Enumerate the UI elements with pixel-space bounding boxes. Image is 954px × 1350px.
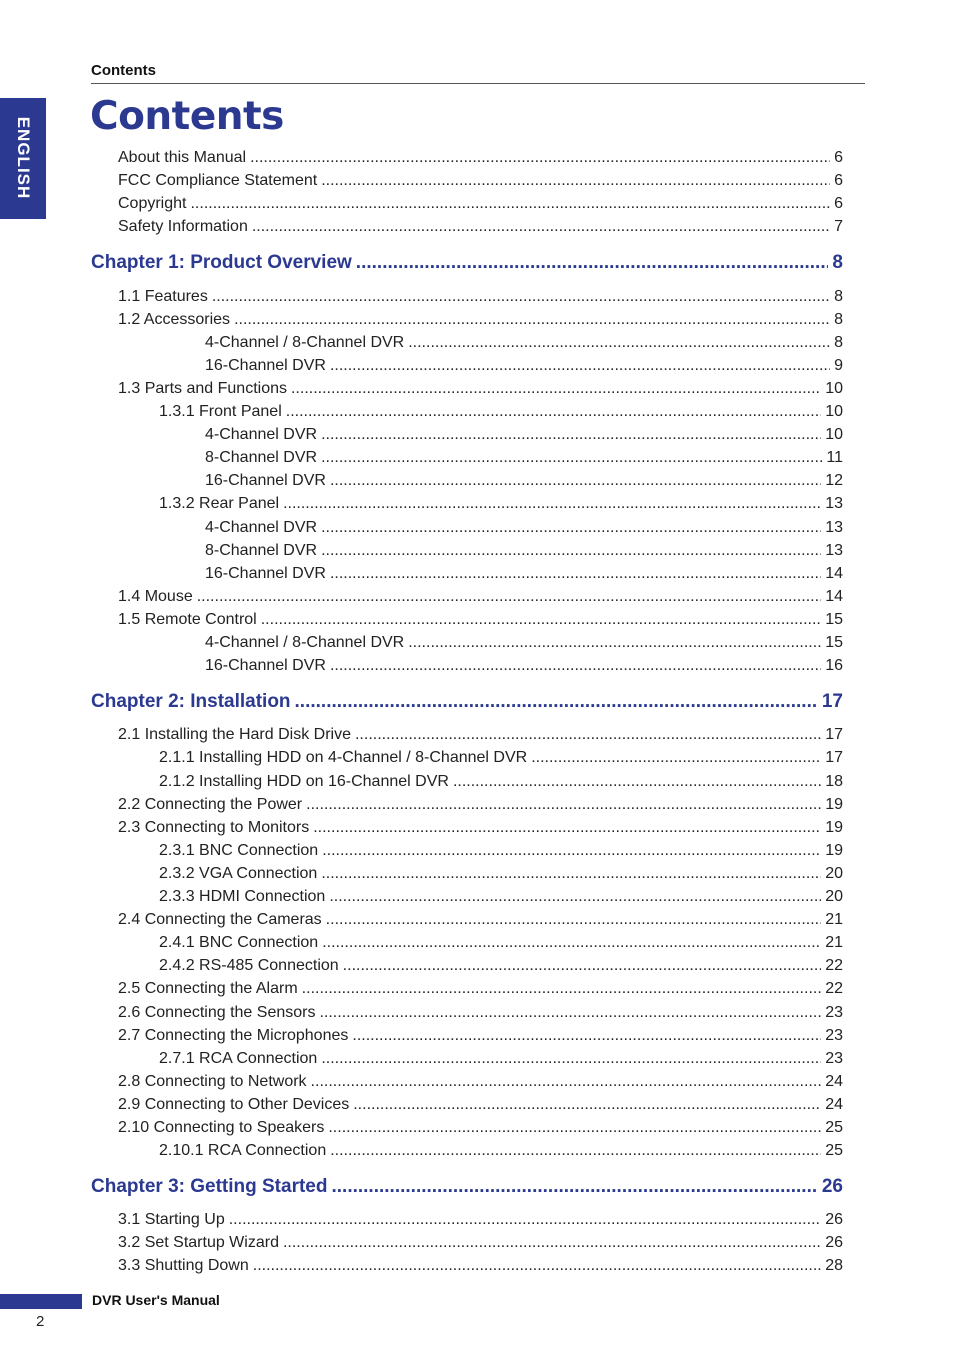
toc-dot-leader [352, 1025, 821, 1047]
toc-dot-leader [322, 932, 821, 954]
toc-dot-leader [322, 840, 821, 862]
toc-entry-label: 2.8 Connecting to Network [118, 1073, 307, 1090]
toc-entry[interactable] [118, 1002, 843, 1024]
toc-entry-page: 26 [825, 1234, 843, 1251]
toc-entry-page: 24 [825, 1073, 843, 1090]
toc-entry-page: 19 [825, 842, 843, 859]
footer-accent-bar [0, 1294, 82, 1309]
toc-entry-page: 10 [825, 403, 843, 420]
toc-entry-label: 2.10.1 RCA Connection [159, 1142, 327, 1159]
toc-entry[interactable] [159, 955, 843, 977]
toc-entry-page: 20 [825, 888, 843, 905]
running-header: Contents [91, 62, 156, 79]
toc-dot-leader [343, 955, 822, 977]
toc-entry-label: 2.10 Connecting to Speakers [118, 1119, 325, 1136]
toc-entry-page: 26 [825, 1211, 843, 1228]
toc-dot-leader [229, 1209, 821, 1231]
toc-entry[interactable] [159, 1140, 843, 1162]
toc-entry-page: 7 [834, 218, 843, 235]
toc-entry[interactable] [205, 517, 843, 539]
toc-entry-label: 2.9 Connecting to Other Devices [118, 1096, 350, 1113]
toc-entry-label: 2.1.1 Installing HDD on 4-Channel / 8-Channel DVR [159, 749, 528, 766]
toc-dot-leader [321, 447, 822, 469]
toc-entry-label: FCC Compliance Statement [118, 172, 318, 189]
toc-dot-leader [212, 286, 830, 308]
toc-entry-page: 24 [825, 1096, 843, 1113]
toc-entry-page: 8 [834, 311, 843, 328]
toc-entry[interactable] [159, 747, 843, 769]
toc-entry[interactable] [159, 1048, 843, 1070]
toc-entry[interactable] [205, 540, 843, 562]
toc-dot-leader [250, 147, 830, 169]
footer-manual-title: DVR User's Manual [92, 1292, 220, 1308]
toc-entry-label: 2.1.2 Installing HDD on 16-Channel DVR [159, 773, 449, 790]
toc-dot-leader [353, 1094, 821, 1116]
toc-dot-leader [319, 1002, 821, 1024]
toc-entry-label: 4-Channel DVR [205, 426, 318, 443]
toc-entry[interactable] [118, 216, 843, 238]
toc-entry-page: 13 [825, 495, 843, 512]
toc-entry-label: 2.4.1 BNC Connection [159, 934, 319, 951]
toc-entry[interactable] [205, 632, 843, 654]
toc-entry[interactable] [118, 193, 843, 215]
toc-entry-page: 25 [825, 1142, 843, 1159]
toc-entry[interactable] [159, 493, 843, 515]
page-title: Contents [90, 94, 284, 139]
toc-dot-leader [356, 251, 829, 275]
toc-chapter-entry[interactable] [91, 251, 843, 275]
toc-dot-leader [283, 1232, 821, 1254]
toc-entry-label: Chapter 3: Getting Started [91, 1176, 328, 1197]
toc-entry[interactable] [205, 424, 843, 446]
toc-entry-page: 19 [825, 819, 843, 836]
toc-entry-label: 2.6 Connecting the Sensors [118, 1004, 316, 1021]
toc-entry-page: 12 [825, 472, 843, 489]
toc-dot-leader [283, 493, 821, 515]
toc-dot-leader [531, 747, 821, 769]
toc-dot-leader [408, 632, 821, 654]
toc-entry-label: 1.3.1 Front Panel [159, 403, 282, 420]
toc-entry-page: 17 [821, 691, 843, 712]
toc-entry[interactable] [205, 470, 843, 492]
toc-dot-leader [331, 1175, 817, 1199]
toc-entry-page: 22 [825, 957, 843, 974]
toc-entry[interactable] [118, 609, 843, 631]
toc-entry[interactable] [118, 1025, 843, 1047]
toc-entry-page: 20 [825, 865, 843, 882]
toc-dot-leader [313, 817, 821, 839]
toc-entry[interactable] [159, 401, 843, 423]
toc-entry-label: 3.1 Starting Up [118, 1211, 225, 1228]
toc-dot-leader [234, 309, 830, 331]
toc-dot-leader [326, 909, 822, 931]
toc-entry-page: 8 [834, 288, 843, 305]
toc-entry-page: 25 [825, 1119, 843, 1136]
toc-entry[interactable] [159, 863, 843, 885]
toc-dot-leader [321, 863, 821, 885]
toc-dot-leader [291, 378, 821, 400]
toc-entry-label: 1.2 Accessories [118, 311, 231, 328]
toc-entry[interactable] [118, 1071, 843, 1093]
toc-entry-page: 15 [825, 611, 843, 628]
toc-entry-label: 16-Channel DVR [205, 472, 326, 489]
toc-entry-page: 6 [834, 149, 843, 166]
toc-entry-label: 1.3.2 Rear Panel [159, 495, 280, 512]
toc-dot-leader [328, 1117, 821, 1139]
page-number: 2 [36, 1313, 45, 1330]
toc-dot-leader [408, 332, 830, 354]
toc-dot-leader [330, 355, 830, 377]
toc-entry-label: About this Manual [118, 149, 247, 166]
toc-dot-leader [330, 1140, 821, 1162]
toc-entry-page: 22 [825, 980, 843, 997]
toc-dot-leader [286, 401, 821, 423]
toc-entry-label: 2.4 Connecting the Cameras [118, 911, 322, 928]
toc-entry[interactable] [205, 332, 843, 354]
toc-dot-leader [330, 563, 821, 585]
toc-entry[interactable] [118, 909, 843, 931]
toc-dot-leader [330, 655, 821, 677]
toc-entry-page: 11 [826, 449, 843, 466]
toc-entry-label: 2.7.1 RCA Connection [159, 1050, 318, 1067]
toc-entry-page: 26 [821, 1176, 843, 1197]
toc-entry[interactable] [118, 378, 843, 400]
toc-entry[interactable] [205, 447, 843, 469]
toc-dot-leader [321, 1048, 821, 1070]
toc-entry-label: 2.2 Connecting the Power [118, 796, 303, 813]
toc-entry-page: 13 [825, 519, 843, 536]
toc-dot-leader [190, 193, 830, 215]
toc-entry-label: 4-Channel / 8-Channel DVR [205, 634, 405, 651]
toc-chapter-entry[interactable] [91, 690, 843, 714]
toc-entry-label: 2.7 Connecting the Microphones [118, 1027, 349, 1044]
toc-dot-leader [453, 771, 821, 793]
toc-entry[interactable] [118, 286, 843, 308]
toc-dot-leader [355, 724, 821, 746]
toc-entry-page: 23 [825, 1004, 843, 1021]
toc-entry-page: 10 [825, 426, 843, 443]
toc-dot-leader [252, 216, 830, 238]
toc-entry-label: 16-Channel DVR [205, 565, 326, 582]
toc-entry-label: Chapter 2: Installation [91, 691, 291, 712]
toc-entry-label: 1.1 Features [118, 288, 208, 305]
toc-entry-label: 2.3.1 BNC Connection [159, 842, 319, 859]
toc-entry-page: 8 [832, 252, 843, 273]
toc-entry-label: 1.3 Parts and Functions [118, 380, 287, 397]
toc-chapter-entry[interactable] [91, 1175, 843, 1199]
toc-entry-label: 3.2 Set Startup Wizard [118, 1234, 279, 1251]
toc-entry-label: 2.5 Connecting the Alarm [118, 980, 298, 997]
toc-dot-leader [311, 1071, 822, 1093]
toc-entry-label: 8-Channel DVR [205, 449, 318, 466]
toc-entry[interactable] [118, 978, 843, 1000]
toc-entry-label: 2.3.2 VGA Connection [159, 865, 318, 882]
toc-entry-label: 2.3.3 HDMI Connection [159, 888, 326, 905]
toc-entry[interactable] [118, 1209, 843, 1231]
toc-entry[interactable] [118, 724, 843, 746]
toc-entry-label: 2.3 Connecting to Monitors [118, 819, 310, 836]
toc-entry-page: 15 [825, 634, 843, 651]
toc-entry-page: 9 [834, 357, 843, 374]
toc-entry[interactable] [159, 771, 843, 793]
toc-entry-label: 16-Channel DVR [205, 357, 326, 374]
toc-entry[interactable] [118, 586, 843, 608]
toc-entry-label: 4-Channel / 8-Channel DVR [205, 334, 405, 351]
language-tab [0, 98, 46, 219]
toc-dot-leader [321, 424, 821, 446]
toc-entry-label: 3.3 Shutting Down [118, 1257, 249, 1274]
toc-entry-label: Safety Information [118, 218, 248, 235]
toc-entry-label: 1.5 Remote Control [118, 611, 257, 628]
toc-dot-leader [295, 690, 818, 714]
toc-entry-page: 16 [825, 657, 843, 674]
toc-entry[interactable] [118, 1232, 843, 1254]
toc-entry-page: 17 [825, 726, 843, 743]
toc-entry[interactable] [159, 886, 843, 908]
toc-entry-label: 8-Channel DVR [205, 542, 318, 559]
toc-dot-leader [330, 470, 821, 492]
toc-dot-leader [306, 794, 821, 816]
toc-entry-label: 2.1 Installing the Hard Disk Drive [118, 726, 351, 743]
toc-dot-leader [197, 586, 821, 608]
toc-entry-page: 21 [825, 934, 843, 951]
toc-entry-label: 16-Channel DVR [205, 657, 326, 674]
toc-entry-page: 18 [825, 773, 843, 790]
toc-entry-page: 6 [834, 172, 843, 189]
toc-dot-leader [253, 1255, 821, 1277]
toc-entry-label: Copyright [118, 195, 187, 212]
toc-entry[interactable] [118, 147, 843, 169]
toc-entry[interactable] [118, 1117, 843, 1139]
toc-entry-page: 19 [825, 796, 843, 813]
toc-entry[interactable] [118, 309, 843, 331]
toc-entry-label: 1.4 Mouse [118, 588, 193, 605]
toc-entry-page: 8 [834, 334, 843, 351]
toc-dot-leader [261, 609, 821, 631]
toc-entry-page: 23 [825, 1027, 843, 1044]
toc-dot-leader [321, 540, 821, 562]
toc-entry-page: 14 [825, 565, 843, 582]
toc-dot-leader [321, 517, 821, 539]
toc-entry-page: 17 [825, 749, 843, 766]
toc-dot-leader [321, 170, 830, 192]
toc-entry[interactable] [205, 355, 843, 377]
toc-entry[interactable] [118, 170, 843, 192]
toc-entry-page: 23 [825, 1050, 843, 1067]
toc-entry[interactable] [118, 1094, 843, 1116]
toc-entry[interactable] [159, 932, 843, 954]
toc-entry-page: 13 [825, 542, 843, 559]
toc-entry-page: 14 [825, 588, 843, 605]
toc-entry[interactable] [159, 840, 843, 862]
toc-entry-page: 21 [825, 911, 843, 928]
toc-entry-page: 6 [834, 195, 843, 212]
toc-entry[interactable] [118, 1255, 843, 1277]
toc-entry-label: 2.4.2 RS-485 Connection [159, 957, 339, 974]
toc-entry[interactable] [205, 563, 843, 585]
toc-dot-leader [329, 886, 821, 908]
toc-entry[interactable] [118, 817, 843, 839]
toc-entry[interactable] [118, 794, 843, 816]
toc-dot-leader [302, 978, 822, 1000]
language-tab-label: ENGLISH [14, 116, 33, 200]
toc-entry-page: 10 [825, 380, 843, 397]
toc-entry[interactable] [205, 655, 843, 677]
toc-entry-label: Chapter 1: Product Overview [91, 252, 352, 273]
header-divider [91, 83, 865, 84]
toc-entry-page: 28 [825, 1257, 843, 1274]
toc-entry-label: 4-Channel DVR [205, 519, 318, 536]
